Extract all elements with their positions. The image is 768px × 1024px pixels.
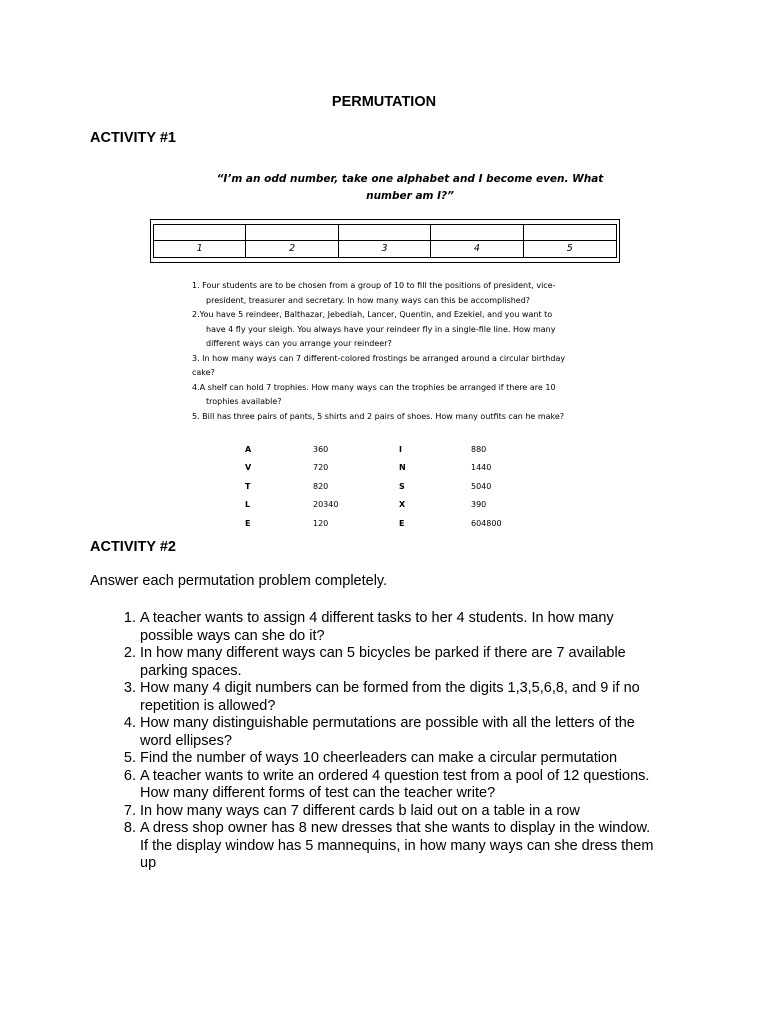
list-item bbox=[106, 715, 686, 750]
problem-line: up bbox=[140, 855, 157, 871]
code-row bbox=[245, 440, 545, 459]
activity-1-problems bbox=[192, 279, 624, 424]
problem-line: possible ways can she do it? bbox=[140, 627, 325, 644]
problem-line: How many 4 digit numbers can be formed from the digits 1,3,5,6,8, and 9 if no bbox=[140, 680, 640, 696]
code-letter: L bbox=[245, 500, 251, 510]
code-letter: S bbox=[399, 481, 405, 491]
answer-number: 1 bbox=[154, 241, 246, 257]
problem-line: Find the number of ways 10 cheerleaders can make a circular permutation bbox=[140, 750, 618, 766]
problem-number: 3. bbox=[123, 680, 136, 696]
code-value: 1440 bbox=[471, 463, 492, 473]
code-row bbox=[245, 514, 545, 533]
problem-line: repetition is allowed? bbox=[140, 697, 276, 714]
problem-number: 5. bbox=[123, 750, 136, 766]
problem-line: In how many different ways can 5 bicycles be parked if there are 7 available bbox=[140, 645, 626, 661]
riddle-line: “I’m an odd number, take one alphabet and I become even. What bbox=[216, 173, 604, 185]
list-item bbox=[106, 803, 686, 821]
answer-table bbox=[150, 219, 620, 263]
list-item bbox=[106, 750, 686, 768]
code-row bbox=[245, 477, 545, 496]
riddle-line: number am I?” bbox=[366, 190, 454, 202]
code-table bbox=[245, 440, 545, 533]
answer-blank bbox=[154, 225, 246, 241]
problem-number: 6. bbox=[123, 767, 136, 784]
problem-number: 2. bbox=[123, 645, 136, 661]
problem-text: 5. Bill has three pairs of pants, 5 shirts and 2 pairs of shoes. How many outfits can he make? bbox=[192, 411, 565, 421]
answer-grid bbox=[153, 224, 617, 258]
activity-2-instructions: Answer each permutation problem completely. bbox=[90, 573, 388, 589]
list-item bbox=[106, 610, 686, 645]
activity-2-heading: ACTIVITY #2 bbox=[90, 539, 176, 555]
problem-line: parking spaces. bbox=[140, 662, 242, 679]
problem-text bbox=[136, 768, 686, 803]
code-letter: E bbox=[245, 518, 251, 528]
code-value: 360 bbox=[313, 444, 329, 454]
code-value: 5040 bbox=[471, 481, 492, 491]
problem-number: 7. bbox=[123, 802, 136, 819]
problem-line: In how many ways can 7 different cards b laid out on a table in a row bbox=[140, 802, 580, 819]
problem-text-cont: trophies available? bbox=[206, 397, 282, 406]
code-value: 720 bbox=[313, 463, 329, 473]
list-item bbox=[106, 820, 686, 873]
problem-text: 3. In how many ways can 7 different-colored frostings be arranged around a circular birthday bbox=[192, 353, 566, 363]
list-item bbox=[192, 308, 624, 352]
problem-line: A dress shop owner has 8 new dresses that she wants to display in the window. bbox=[140, 820, 651, 836]
list-item bbox=[192, 381, 624, 410]
problem-number: 4. bbox=[123, 715, 136, 731]
problem-line: If the display window has 5 mannequins, in how many ways can she dress them bbox=[140, 837, 654, 854]
problem-text: 4.A shelf can hold 7 trophies. How many ways can the trophies be arranged if there are 10 bbox=[192, 382, 556, 392]
code-value: 120 bbox=[313, 518, 329, 528]
problem-text-cont: president, treasurer and secretary. In how many ways can this be accomplished? bbox=[206, 295, 531, 305]
code-value: 604800 bbox=[471, 518, 502, 528]
problem-text: 2.You have 5 reindeer, Balthazar, Jebediah, Lancer, Quentin, and Ezekiel, and you want to bbox=[192, 310, 553, 319]
problem-text-cont: different ways can you arrange your reindeer? bbox=[206, 339, 392, 348]
code-row bbox=[245, 459, 545, 478]
list-item bbox=[192, 352, 624, 381]
problem-line: How many different forms of test can the teacher write? bbox=[140, 785, 496, 801]
code-letter: I bbox=[399, 444, 402, 454]
problem-text bbox=[136, 820, 686, 873]
riddle bbox=[190, 171, 630, 205]
answer-blank bbox=[524, 225, 616, 241]
code-value: 820 bbox=[313, 481, 329, 491]
list-item bbox=[192, 279, 624, 308]
code-value: 20340 bbox=[313, 500, 339, 510]
problem-text bbox=[136, 803, 686, 821]
problem-number: 1. bbox=[123, 610, 136, 626]
code-row bbox=[245, 496, 545, 515]
problem-text-cont: have 4 fly your sleigh. You always have your reindeer fly in a single-file line. How many bbox=[206, 324, 556, 334]
problem-text bbox=[136, 610, 686, 645]
code-letter: T bbox=[245, 481, 251, 491]
code-letter: N bbox=[399, 463, 406, 473]
code-letter: A bbox=[245, 444, 252, 454]
activity-2-problems bbox=[106, 610, 686, 873]
code-value: 390 bbox=[471, 500, 487, 510]
problem-text-cont: cake? bbox=[192, 368, 215, 377]
list-item bbox=[192, 410, 624, 425]
answer-number: 2 bbox=[246, 241, 338, 257]
list-item bbox=[106, 645, 686, 680]
problem-text: 1. Four students are to be chosen from a group of 10 to fill the positions of president, vice- bbox=[192, 281, 556, 290]
problem-line: A teacher wants to assign 4 different tasks to her 4 students. In how many bbox=[140, 610, 614, 626]
problem-text bbox=[136, 715, 686, 750]
activity-1-heading: ACTIVITY #1 bbox=[90, 130, 176, 146]
answer-number: 4 bbox=[431, 241, 523, 257]
problem-text bbox=[136, 750, 686, 768]
problem-line: A teacher wants to write an ordered 4 question test from a pool of 12 questions. bbox=[140, 767, 650, 784]
problem-text bbox=[136, 645, 686, 680]
answer-number: 3 bbox=[339, 241, 431, 257]
problem-line: How many distinguishable permutations are possible with all the letters of the bbox=[140, 715, 635, 731]
problem-line: word ellipses? bbox=[140, 732, 232, 749]
list-item bbox=[106, 768, 686, 803]
code-letter: X bbox=[399, 500, 406, 510]
page-title: PERMUTATION bbox=[331, 94, 437, 110]
code-letter: E bbox=[399, 518, 405, 528]
answer-number: 5 bbox=[566, 243, 573, 254]
answer-blank bbox=[246, 225, 338, 241]
problem-text bbox=[136, 680, 686, 715]
code-letter: V bbox=[245, 463, 252, 473]
code-value: 880 bbox=[471, 444, 487, 454]
answer-blank bbox=[431, 225, 523, 241]
problem-number: 8. bbox=[123, 820, 136, 836]
list-item bbox=[106, 680, 686, 715]
answer-blank bbox=[339, 225, 431, 241]
